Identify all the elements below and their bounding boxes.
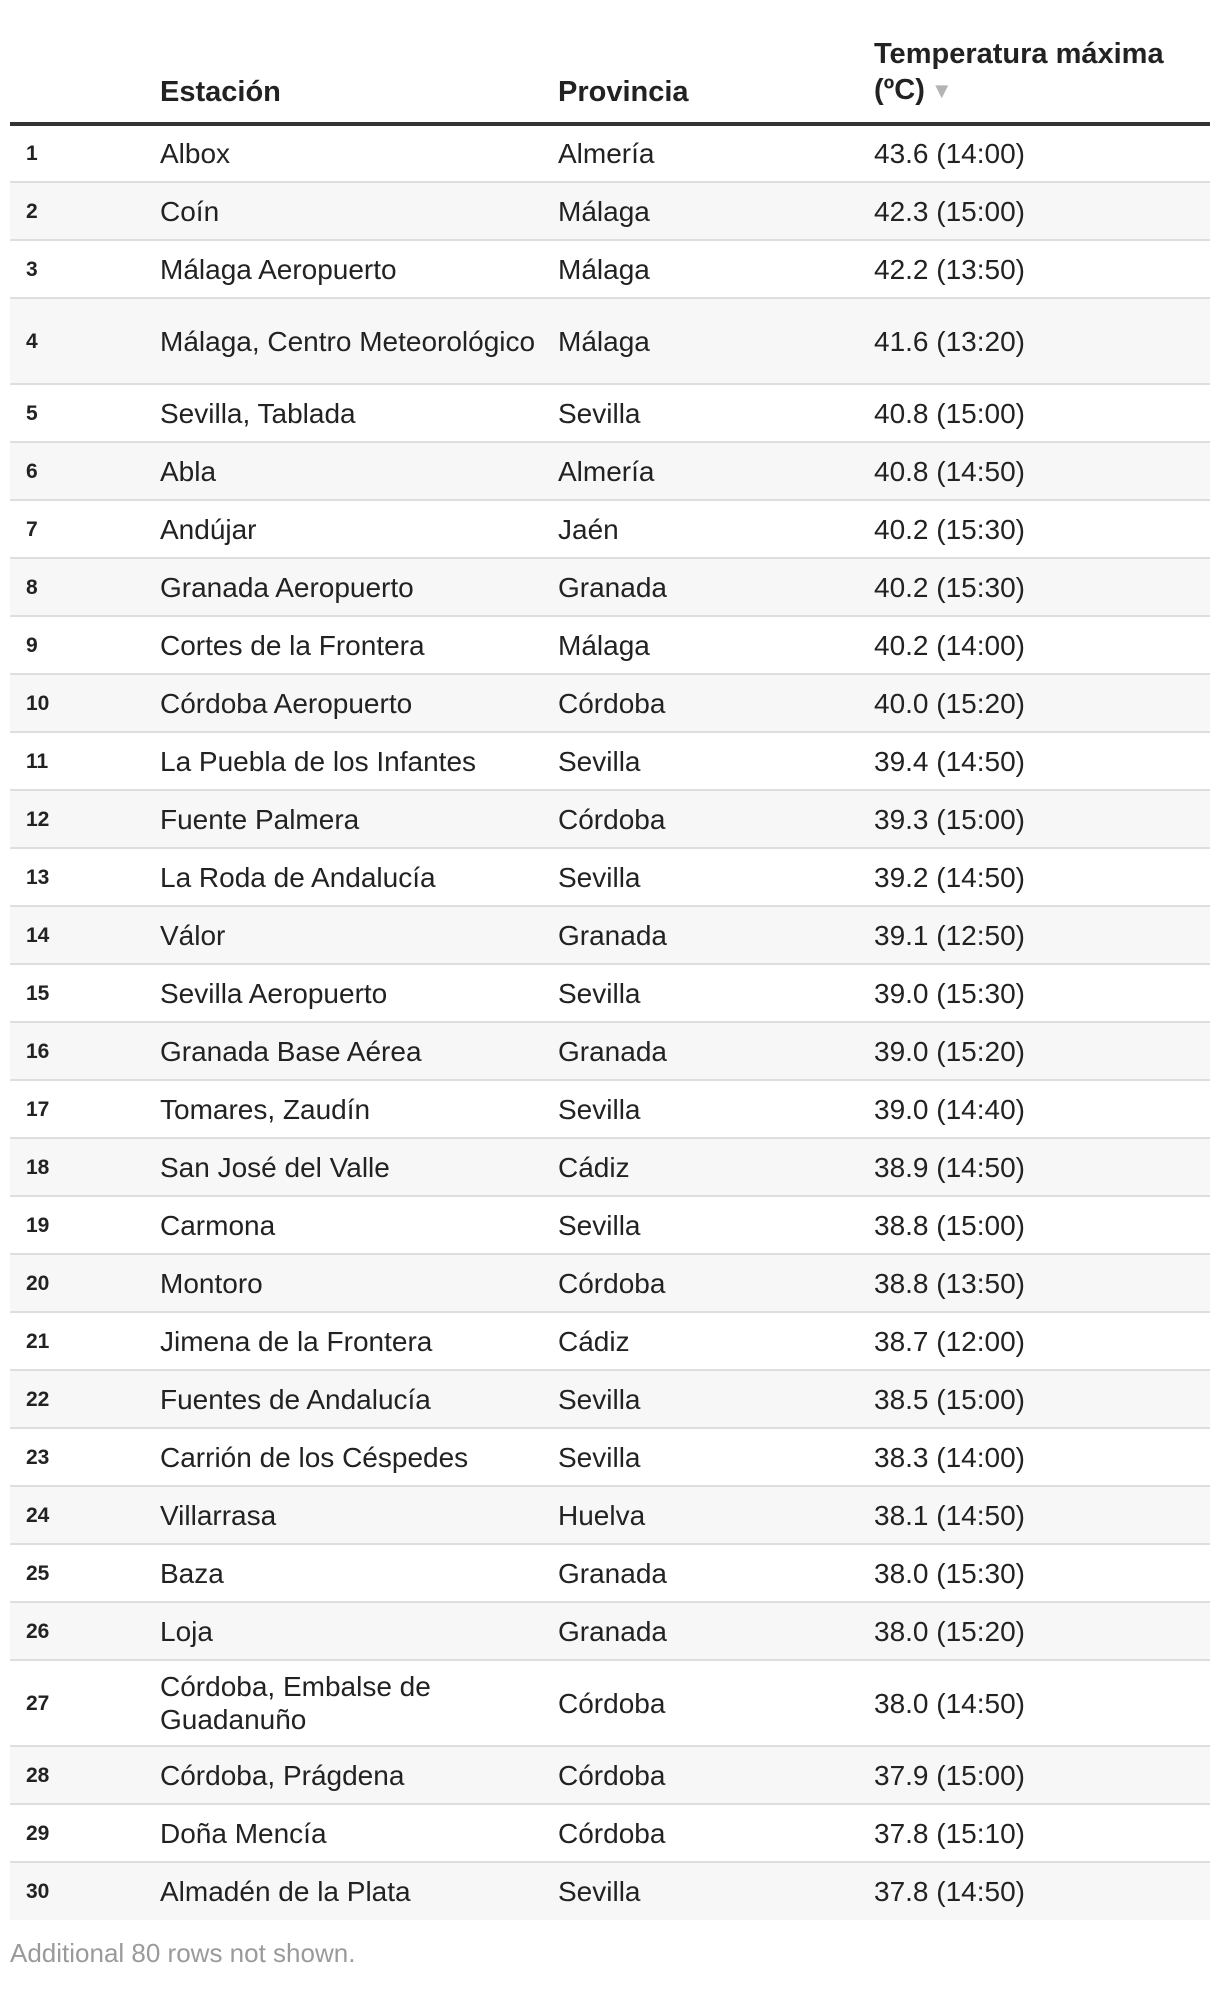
table-body — [10, 124, 1210, 1920]
table-row — [10, 1312, 1210, 1370]
table-row — [10, 964, 1210, 1022]
province-cell: Málaga — [558, 616, 874, 674]
province-cell: Córdoba — [558, 1660, 874, 1746]
column-header-province[interactable]: Provincia — [558, 0, 874, 124]
province-cell: Almería — [558, 442, 874, 500]
rank-cell: 4 — [10, 298, 160, 384]
temperature-cell: 43.6 (14:00) — [874, 124, 1210, 182]
province-cell: Córdoba — [558, 1746, 874, 1804]
province-cell: Granada — [558, 558, 874, 616]
table-row — [10, 790, 1210, 848]
temperature-cell: 39.1 (12:50) — [874, 906, 1210, 964]
table-row — [10, 1862, 1210, 1920]
rank-cell: 18 — [10, 1138, 160, 1196]
station-cell: Carmona — [160, 1196, 558, 1254]
rank-cell: 23 — [10, 1428, 160, 1486]
station-cell: Tomares, Zaudín — [160, 1080, 558, 1138]
rank-cell: 11 — [10, 732, 160, 790]
station-cell: Baza — [160, 1544, 558, 1602]
rank-cell: 28 — [10, 1746, 160, 1804]
province-cell: Granada — [558, 1602, 874, 1660]
table-row — [10, 1486, 1210, 1544]
table-row — [10, 1022, 1210, 1080]
province-cell: Sevilla — [558, 1196, 874, 1254]
temperature-cell: 38.7 (12:00) — [874, 1312, 1210, 1370]
table-row — [10, 558, 1210, 616]
header-row — [10, 0, 1210, 124]
province-cell: Granada — [558, 906, 874, 964]
temperature-cell: 39.3 (15:00) — [874, 790, 1210, 848]
temperature-cell: 42.3 (15:00) — [874, 182, 1210, 240]
temperature-cell: 38.0 (14:50) — [874, 1660, 1210, 1746]
table-row — [10, 182, 1210, 240]
temperature-cell: 40.2 (14:00) — [874, 616, 1210, 674]
temperature-cell: 38.0 (15:30) — [874, 1544, 1210, 1602]
rank-cell: 26 — [10, 1602, 160, 1660]
province-cell: Málaga — [558, 182, 874, 240]
rank-cell: 13 — [10, 848, 160, 906]
table-row — [10, 1660, 1210, 1746]
province-cell: Huelva — [558, 1486, 874, 1544]
table-row — [10, 1428, 1210, 1486]
station-cell: Doña Mencía — [160, 1804, 558, 1862]
station-cell: Villarrasa — [160, 1486, 558, 1544]
station-cell: Almadén de la Plata — [160, 1862, 558, 1920]
temperature-cell: 38.3 (14:00) — [874, 1428, 1210, 1486]
rank-cell: 16 — [10, 1022, 160, 1080]
temperature-cell: 37.9 (15:00) — [874, 1746, 1210, 1804]
station-cell: La Roda de Andalucía — [160, 848, 558, 906]
temperature-cell: 41.6 (13:20) — [874, 298, 1210, 384]
table-header — [10, 0, 1210, 124]
station-cell: Sevilla Aeropuerto — [160, 964, 558, 1022]
temperature-cell: 38.0 (15:20) — [874, 1602, 1210, 1660]
station-cell: Coín — [160, 182, 558, 240]
temperature-cell: 37.8 (15:10) — [874, 1804, 1210, 1862]
province-cell: Sevilla — [558, 848, 874, 906]
table-row — [10, 384, 1210, 442]
temperature-cell: 40.8 (15:00) — [874, 384, 1210, 442]
rank-cell: 21 — [10, 1312, 160, 1370]
station-cell: Válor — [160, 906, 558, 964]
province-cell: Sevilla — [558, 1862, 874, 1920]
rank-cell: 17 — [10, 1080, 160, 1138]
temperature-cell: 38.8 (15:00) — [874, 1196, 1210, 1254]
station-cell: San José del Valle — [160, 1138, 558, 1196]
station-cell: Cortes de la Frontera — [160, 616, 558, 674]
table-row — [10, 1370, 1210, 1428]
rank-cell: 8 — [10, 558, 160, 616]
station-cell: Abla — [160, 442, 558, 500]
rank-cell: 20 — [10, 1254, 160, 1312]
temperature-cell: 38.1 (14:50) — [874, 1486, 1210, 1544]
province-cell: Sevilla — [558, 1428, 874, 1486]
station-cell: Málaga, Centro Meteorológico — [160, 298, 558, 384]
province-cell: Jaén — [558, 500, 874, 558]
temperature-cell: 39.0 (14:40) — [874, 1080, 1210, 1138]
rank-cell: 22 — [10, 1370, 160, 1428]
rank-cell: 15 — [10, 964, 160, 1022]
station-cell: Granada Aeropuerto — [160, 558, 558, 616]
table-row — [10, 906, 1210, 964]
province-cell: Granada — [558, 1544, 874, 1602]
province-cell: Granada — [558, 1022, 874, 1080]
temperature-cell: 40.2 (15:30) — [874, 558, 1210, 616]
station-cell: Jimena de la Frontera — [160, 1312, 558, 1370]
station-cell: Fuente Palmera — [160, 790, 558, 848]
table-row — [10, 616, 1210, 674]
temperature-cell: 42.2 (13:50) — [874, 240, 1210, 298]
column-header-temperature-label: Temperatura máxima (ºC) — [874, 38, 1164, 106]
rank-cell: 6 — [10, 442, 160, 500]
station-cell: Granada Base Aérea — [160, 1022, 558, 1080]
table-row — [10, 240, 1210, 298]
province-cell: Sevilla — [558, 1370, 874, 1428]
rank-cell: 14 — [10, 906, 160, 964]
column-header-rank[interactable] — [10, 0, 160, 124]
station-cell: Córdoba, Embalse de Guadanuño — [160, 1660, 558, 1746]
province-cell: Córdoba — [558, 1254, 874, 1312]
table-row — [10, 1254, 1210, 1312]
sort-descending-icon: ▼ — [930, 78, 953, 103]
table-row — [10, 1080, 1210, 1138]
temperature-cell: 38.9 (14:50) — [874, 1138, 1210, 1196]
temperature-cell: 38.5 (15:00) — [874, 1370, 1210, 1428]
temperature-cell: 38.8 (13:50) — [874, 1254, 1210, 1312]
rank-cell: 27 — [10, 1660, 160, 1746]
station-cell: Carrión de los Céspedes — [160, 1428, 558, 1486]
table-row — [10, 1544, 1210, 1602]
temperature-cell: 39.0 (15:20) — [874, 1022, 1210, 1080]
rank-cell: 3 — [10, 240, 160, 298]
temperature-table — [10, 0, 1210, 1920]
rank-cell: 24 — [10, 1486, 160, 1544]
temperature-cell: 39.4 (14:50) — [874, 732, 1210, 790]
station-cell: Córdoba Aeropuerto — [160, 674, 558, 732]
temperature-cell: 40.0 (15:20) — [874, 674, 1210, 732]
province-cell: Sevilla — [558, 384, 874, 442]
province-cell: Córdoba — [558, 1804, 874, 1862]
province-cell: Córdoba — [558, 790, 874, 848]
temperature-cell: 40.2 (15:30) — [874, 500, 1210, 558]
station-cell: Montoro — [160, 1254, 558, 1312]
table-row — [10, 1602, 1210, 1660]
column-header-temperature[interactable] — [874, 0, 1210, 124]
province-cell: Málaga — [558, 240, 874, 298]
rank-cell: 25 — [10, 1544, 160, 1602]
rank-cell: 2 — [10, 182, 160, 240]
temperature-cell: 39.2 (14:50) — [874, 848, 1210, 906]
province-cell: Cádiz — [558, 1138, 874, 1196]
rank-cell: 30 — [10, 1862, 160, 1920]
table-row — [10, 124, 1210, 182]
column-header-station[interactable]: Estación — [160, 0, 558, 124]
table-row — [10, 1746, 1210, 1804]
temperature-cell: 37.8 (14:50) — [874, 1862, 1210, 1920]
rank-cell: 9 — [10, 616, 160, 674]
province-cell: Málaga — [558, 298, 874, 384]
rank-cell: 1 — [10, 124, 160, 182]
rows-not-shown-note: Additional 80 rows not shown. — [10, 1938, 356, 1968]
rank-cell: 12 — [10, 790, 160, 848]
temperature-cell: 39.0 (15:30) — [874, 964, 1210, 1022]
table-row — [10, 732, 1210, 790]
station-cell: Fuentes de Andalucía — [160, 1370, 558, 1428]
rank-cell: 10 — [10, 674, 160, 732]
station-cell: Málaga Aeropuerto — [160, 240, 558, 298]
province-cell: Cádiz — [558, 1312, 874, 1370]
province-cell: Sevilla — [558, 732, 874, 790]
station-cell: La Puebla de los Infantes — [160, 732, 558, 790]
station-cell: Andújar — [160, 500, 558, 558]
province-cell: Sevilla — [558, 964, 874, 1022]
table-row — [10, 500, 1210, 558]
table-row — [10, 298, 1210, 384]
table-row — [10, 1138, 1210, 1196]
rank-cell: 7 — [10, 500, 160, 558]
table-row — [10, 674, 1210, 732]
province-cell: Almería — [558, 124, 874, 182]
rank-cell: 19 — [10, 1196, 160, 1254]
table-row — [10, 1804, 1210, 1862]
station-cell: Albox — [160, 124, 558, 182]
temperature-cell: 40.8 (14:50) — [874, 442, 1210, 500]
rank-cell: 5 — [10, 384, 160, 442]
table-row — [10, 442, 1210, 500]
rank-cell: 29 — [10, 1804, 160, 1862]
station-cell: Córdoba, Prágdena — [160, 1746, 558, 1804]
table-row — [10, 848, 1210, 906]
station-cell: Loja — [160, 1602, 558, 1660]
table-row — [10, 1196, 1210, 1254]
station-cell: Sevilla, Tablada — [160, 384, 558, 442]
province-cell: Sevilla — [558, 1080, 874, 1138]
province-cell: Córdoba — [558, 674, 874, 732]
